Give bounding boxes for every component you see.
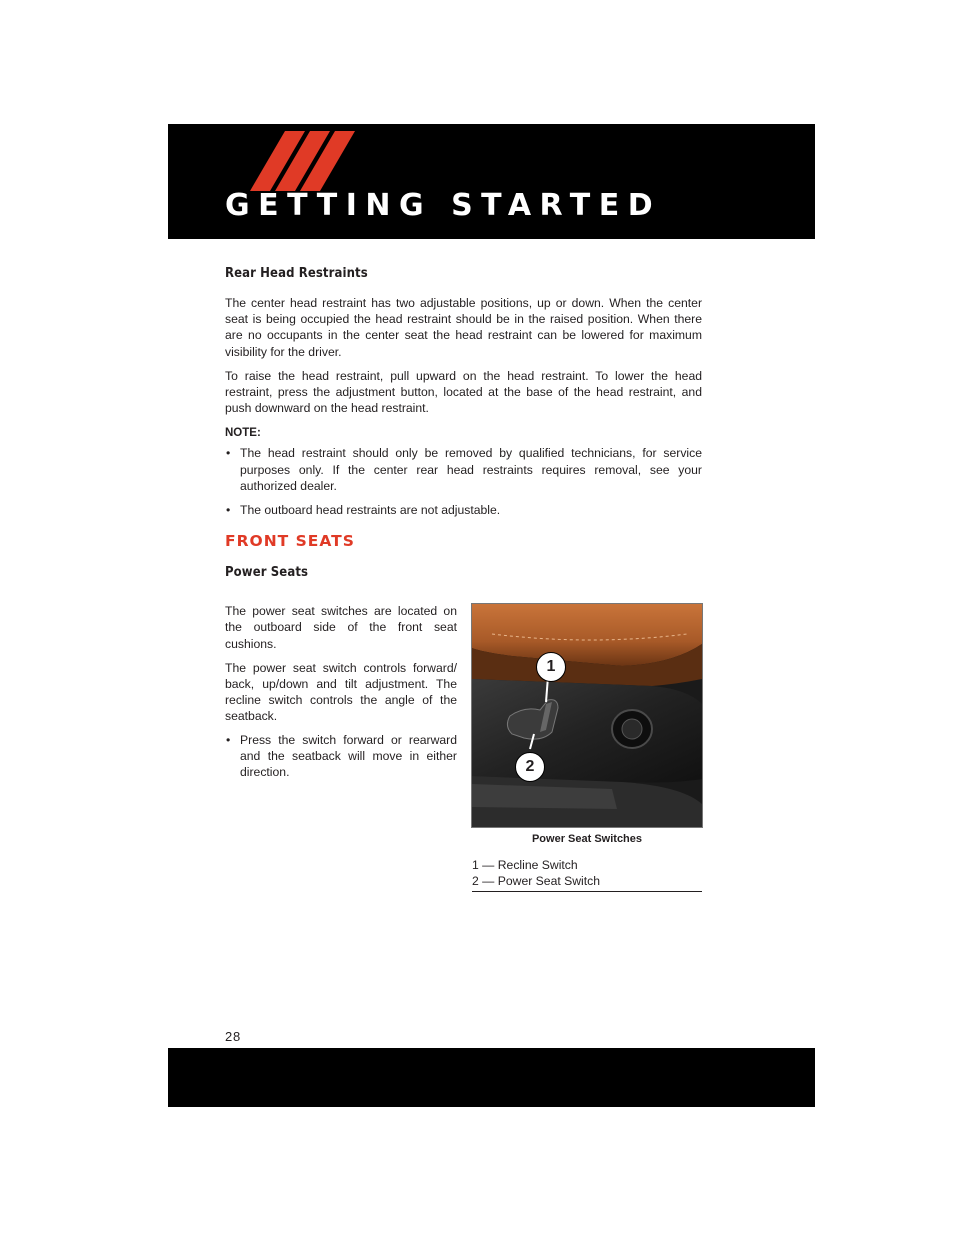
power-seats-bullet: • Press the switch forward or rearward and the seatback will move in either direction. <box>225 732 457 781</box>
power-seats-paragraph-2: The power seat switch controls forward/ back, up/down and tilt adjustment. The recline switch controls the angle of the seatback. <box>225 660 457 724</box>
power-seats-heading: Power Seats <box>225 565 309 581</box>
legend-item: 2 — Power Seat Switch <box>472 874 601 888</box>
note-label: NOTE: <box>225 427 261 440</box>
power-seats-paragraph-1: The power seat switches are located on the outboard side of the front seat cushions. <box>225 604 457 651</box>
brand-stripes-logo <box>248 129 358 191</box>
power-seats-column <box>225 603 457 780</box>
figure-caption: Power Seat Switches <box>531 833 643 845</box>
seat-switch-illustration <box>472 604 702 827</box>
front-seats-section-title: FRONT SEATS <box>225 532 355 551</box>
page-title: GETTING STARTED <box>225 188 662 223</box>
page-header-banner <box>168 124 815 239</box>
power-seats-bullets <box>225 732 457 781</box>
callout-1-badge: 1 <box>536 652 566 682</box>
note-item: • The head restraint should only be removed by qualified technicians, for service purposes only. If the center rear head restraints requires removal, see your authorized dealer. <box>225 445 702 494</box>
page-footer-banner <box>168 1048 815 1107</box>
rear-head-paragraph-1: The center head restraint has two adjustable positions, up or down. When the center seat is being occupied the head restraint should be in the raised position. When there are no occupants in the center seat the head restraint can be lowered for maximum visibility for the driver. <box>225 296 702 359</box>
rear-head-paragraph-2: To raise the head restraint, pull upward on the head restraint. To lower the head restraint, press the adjustment button, located at the base of the head restraint, and push downward on the head restraint. <box>225 368 702 416</box>
figure-legend <box>472 857 702 892</box>
note-item: • The outboard head restraints are not adjustable. <box>225 502 702 518</box>
power-seat-switches-photo <box>471 603 703 828</box>
legend-item: 1 — Recline Switch <box>472 858 578 872</box>
callout-2-badge: 2 <box>515 752 545 782</box>
rear-head-restraints-heading: Rear Head Restraints <box>225 266 368 281</box>
note-list <box>225 445 702 518</box>
page-number: 28 <box>225 1029 242 1044</box>
